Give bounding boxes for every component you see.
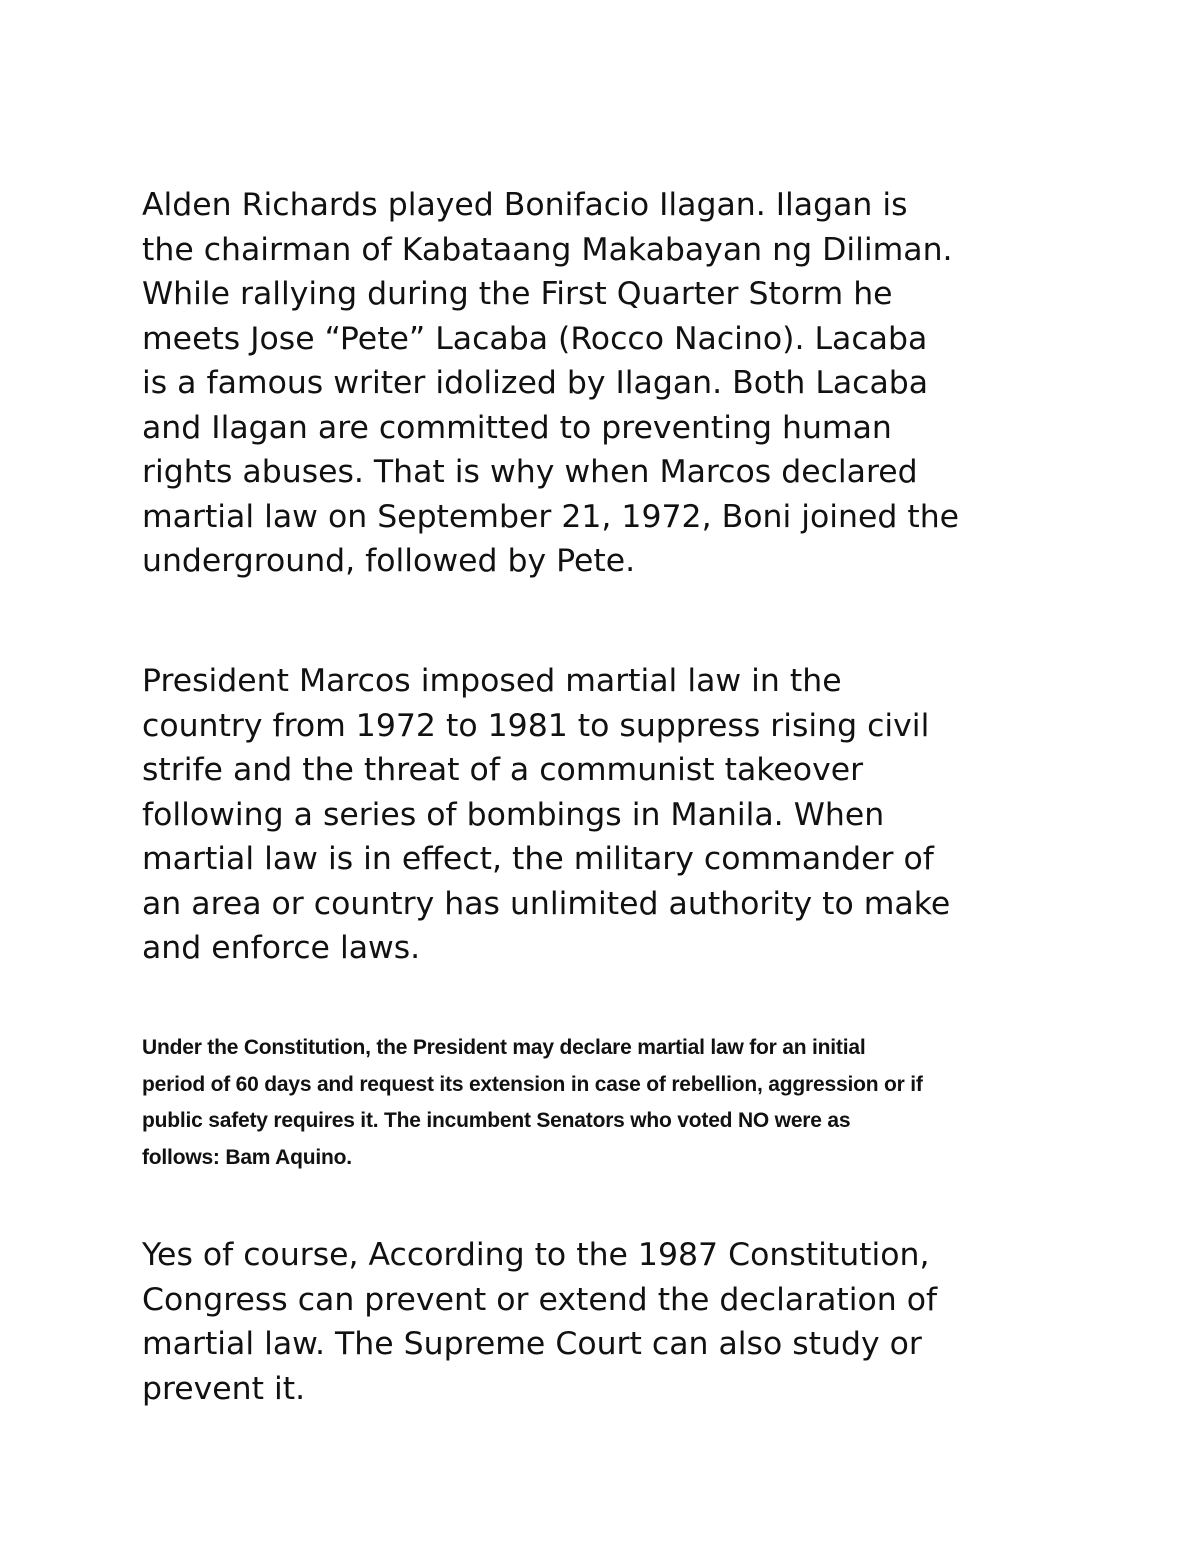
paragraph-constitution-bold [142, 1030, 1072, 1176]
text-line: martial law on September 21, 1972, Boni joined the [142, 498, 960, 535]
text-line: is a famous writer idolized by Ilagan. Both Lacaba [142, 365, 929, 401]
text-line: prevent it. [142, 1370, 306, 1407]
text-line: Under the Constitution, the President may declare martial law for an initial [142, 1036, 866, 1059]
text-line: follows: Bam Aquino. [142, 1145, 352, 1169]
text-line: country from 1972 to 1981 to suppress rising civil [142, 707, 930, 744]
text-line: period of 60 days and request its extension in case of rebellion, aggression or if [142, 1072, 923, 1096]
text-line: the chairman of Kabataang Makabayan ng Diliman. [142, 231, 953, 268]
text-line: martial law is in effect, the military commander of [142, 841, 934, 877]
text-line: an area or country has unlimited authority to make [142, 885, 951, 922]
text-line: Yes of course, According to the 1987 Constitution, [142, 1237, 930, 1273]
text-line: While rallying during the First Quarter Storm he [142, 276, 893, 312]
text-line: martial law. The Supreme Court can also study or [142, 1326, 922, 1362]
text-line: Congress can prevent or extend the declaration of [142, 1281, 938, 1318]
text-line: rights abuses. That is why when Marcos declared [142, 454, 918, 490]
text-line: Alden Richards played Bonifacio Ilagan. Ilagan is [142, 187, 908, 223]
text-line: and Ilagan are committed to preventing human [142, 409, 892, 446]
text-line: strife and the threat of a communist takeover [142, 752, 864, 788]
paragraph-president-marcos [142, 659, 1072, 971]
text-line: and enforce laws. [142, 930, 421, 966]
text-line: meets Jose “Pete” Lacaba (Rocco Nacino). Lacaba [142, 320, 928, 357]
paragraph-yes-of-course [142, 1233, 1072, 1411]
text-line: underground, followed by Pete. [142, 543, 636, 579]
text-line: President Marcos imposed martial law in the [142, 663, 842, 699]
paragraph-alden-richards [142, 183, 1072, 584]
text-line: following a series of bombings in Manila. When [142, 796, 885, 833]
text-line: public safety requires it. The incumbent Senators who voted NO were as [142, 1109, 851, 1132]
